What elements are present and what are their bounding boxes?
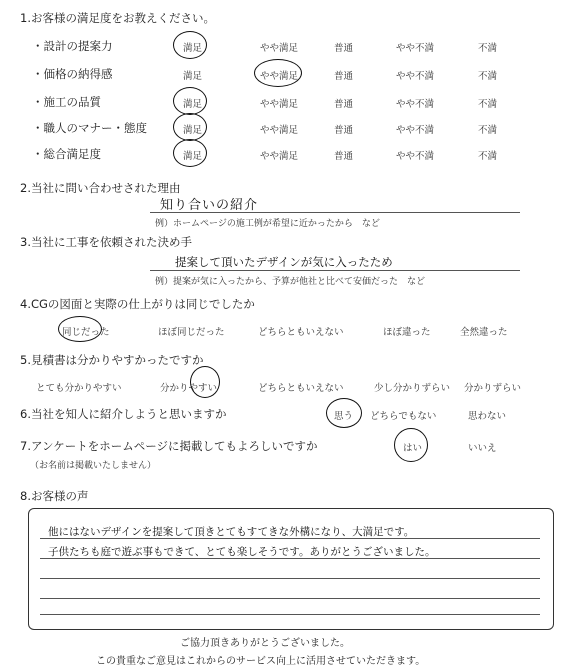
q5-title: 5.見積書は分かりやすかったですか [20,353,204,367]
q2-answer-line [150,212,520,213]
footer-message: この貴重なご意見はこれからのサービス向上に活用させていただきます。 [96,656,426,667]
q1-option-dissatisfied: 不満 [478,99,498,110]
q6-option-yes: 思う [334,411,354,422]
q1-row-label: ・職人のマナー・態度 [32,121,147,135]
footer-thanks: ご協力頂きありがとうございました。 [180,638,350,649]
q1-option-satisfied: 満足 [183,125,203,136]
q4-option-almost-same: ほぼ同じだった [158,327,225,338]
q6-answer-circle [326,398,362,428]
q1-option-somewhat-satisfied: やや満足 [260,125,299,136]
q1-option-satisfied: 満足 [183,71,203,82]
q3-title: 3.当社に工事を依頼された決め手 [20,235,192,249]
q1-answer-circle [173,87,207,115]
q7-option-yes: はい [403,443,423,454]
q1-option-neutral: 普通 [334,151,354,162]
q5-option-neutral: どちらともいえない [258,383,344,394]
q1-option-somewhat-satisfied: やや満足 [260,151,299,162]
q1-option-somewhat-dissatisfied: やや不満 [396,99,435,110]
q6-title: 6.当社を知人に紹介しようと思いますか [20,407,227,421]
q4-title: 4.CGの図面と実際の仕上がりは同じでしたか [20,297,255,311]
q5-option-clear: 分かりやすい [160,383,218,394]
q6-option-no: 思わない [468,411,507,422]
q1-answer-circle [173,31,207,59]
q2-answer: 知り合いの紹介 [160,198,259,213]
q5-answer-circle [190,366,220,398]
q1-option-dissatisfied: 不満 [478,43,498,54]
q8-ruled-line-3 [40,578,540,579]
q1-option-somewhat-satisfied: やや満足 [260,43,299,54]
q1-option-neutral: 普通 [334,99,354,110]
q7-note: （お名前は掲載いたしません） [30,461,157,471]
q4-option-same: 同じだった [62,327,110,338]
q4-option-totally-different: 全然違った [460,327,508,338]
q1-option-somewhat-dissatisfied: やや不満 [396,43,435,54]
q1-option-neutral: 普通 [334,43,354,54]
q1-option-somewhat-satisfied: やや満足 [260,71,299,82]
q1-option-somewhat-dissatisfied: やや不満 [396,151,435,162]
q4-option-neutral: どちらともいえない [258,327,344,338]
q1-row-label: ・設計の提案力 [32,39,113,53]
q1-option-somewhat-dissatisfied: やや不満 [396,125,435,136]
q2-title: 2.当社に問い合わせされた理由 [20,181,181,195]
q1-answer-circle [254,59,302,87]
q5-option-very-clear: とても分かりやすい [36,383,122,394]
q1-row-label: ・総合満足度 [32,147,101,161]
q1-title: 1.お客様の満足度をお教えください。 [20,11,215,25]
q8-ruled-line-4 [40,598,540,599]
q7-answer-circle [394,428,428,462]
q7-option-no: いいえ [468,443,497,454]
q3-answer: 提案して頂いたデザインが気に入ったため [175,255,393,269]
q1-row-label: ・施工の品質 [32,95,101,109]
q1-option-satisfied: 満足 [183,43,203,54]
q1-option-neutral: 普通 [334,125,354,136]
q1-option-satisfied: 満足 [183,151,203,162]
q8-ruled-line-5 [40,614,540,615]
q3-example: 例）提案が気に入ったから、予算が他社と比べて安価だった など [155,277,426,287]
q8-title: 8.お客様の声 [20,489,89,503]
q1-row-label: ・価格の納得感 [32,67,113,81]
q5-option-unclear: 分かりずらい [464,383,522,394]
q1-answer-circle [173,139,207,167]
q5-option-somewhat-unclear: 少し分かりずらい [374,383,451,394]
q8-comment-line-2: 子供たちも庭で遊ぶ事もできて、とても楽しそうです。ありがとうございました。 [48,546,436,558]
q2-example: 例）ホームページの施工例が希望に近かったから など [155,219,380,229]
q4-option-almost-different: ほぼ違った [383,327,431,338]
q6-option-neutral: どちらでもない [370,411,437,422]
q4-answer-circle [58,316,102,342]
q1-option-neutral: 普通 [334,71,354,82]
q1-option-dissatisfied: 不満 [478,125,498,136]
q1-option-satisfied: 満足 [183,99,203,110]
q1-option-somewhat-dissatisfied: やや不満 [396,71,435,82]
q1-option-dissatisfied: 不満 [478,71,498,82]
q1-answer-circle [173,113,207,141]
q3-answer-line [150,270,520,271]
q7-title: 7.アンケートをホームページに掲載してもよろしいですか [20,439,318,453]
q8-comment-line-1: 他にはないデザインを提案して頂きとてもすてきな外構になり、大満足です。 [48,526,415,538]
q1-option-dissatisfied: 不満 [478,151,498,162]
q1-option-somewhat-satisfied: やや満足 [260,99,299,110]
